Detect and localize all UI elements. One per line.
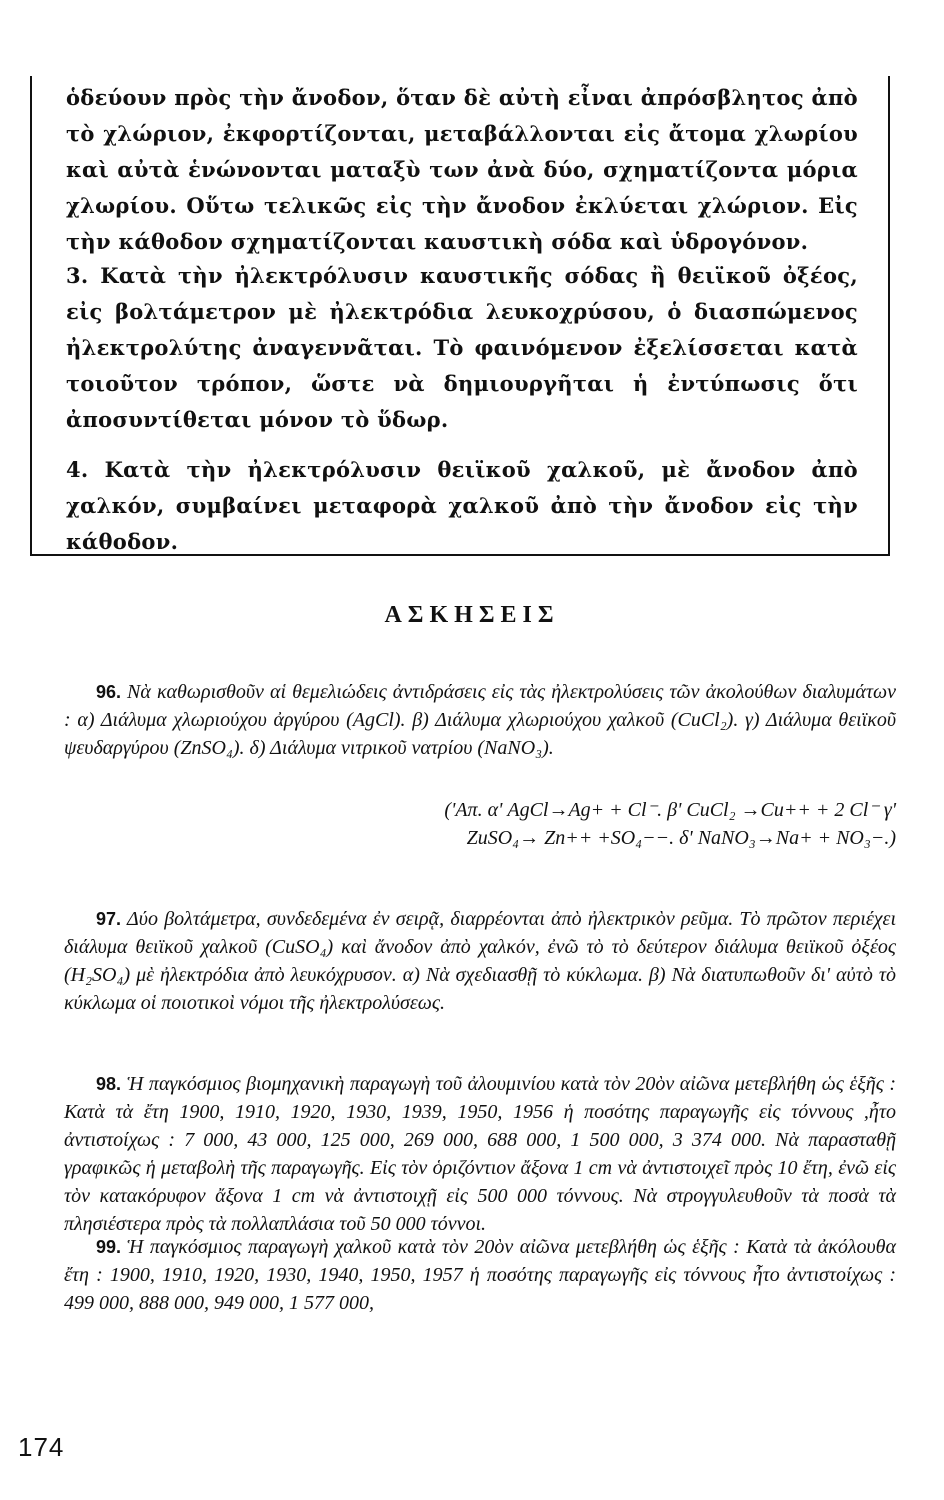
exercise-97 bbox=[64, 905, 896, 1017]
exercise-text: Ἡ παγκόσμιος βιομηχανικὴ παραγωγὴ τοῦ ἀλουμινίου κατὰ τὸν 20ὸν αἰῶνα μετεβλήθη ὡς ἑξῆς : Κατὰ τὰ ἔτη 1900, 1910, 1920, 1930, 1939, 1950, 1956 ἡ ποσότης παραγωγῆς εἰς τόννους ,ἦτο ἀντιστοίχως : 7 000, 43 000, 125 000, 269 000, 688 000, 1 500 000, 3 374 000. Νὰ παρασταθῇ γραφικῶς ἡ μεταβολὴ τῆς παραγωγῆς. Εἰς τὸν ὁριζόντιον ἄξονα 1 cm νὰ ἀντιστοιχεῖ πρὸς 10 ἔτη, ἐνῶ εἰς τὸν κατακόρυφον ἄξονα 1 cm νὰ ἀντιστοιχῇ εἰς 500 000 τόννους. Νὰ στρογγυλευθοῦν τὰ ποσὰ τὰ πλησιέστερα πρὸς τὰ πολλαπλάσια τοῦ 50 000 τόννοι. bbox=[64, 1073, 896, 1235]
box-paragraph-1: ὁδεύουν πρὸς τὴν ἄνοδον, ὅταν δὲ αὐτὴ εἶναι ἀπρόσβλητος ἀπὸ τὸ χλώριον, ἐκφορτίζονται, μεταβάλλονται εἰς ἄτομα χλωρίου καὶ αὐτὰ ἑνώνονται ματαξὺ των ἀνὰ δύο, σχηματίζοντα μόρια χλωρίου. Οὕτω τελικῶς εἰς τὴν ἄνοδον ἐκλύεται χλώριον. Εἰς τὴν κάθοδον σχηματίζονται καυστικὴ σόδα καὶ ὑδρογόνον. bbox=[66, 85, 858, 254]
exercise-text: Ἡ παγκόσμιος παραγωγὴ χαλκοῦ κατὰ τὸν 20ὸν αἰῶνα μετεβλήθη ὡς ἑξῆς : Κατὰ τὰ ἀκόλουθα ἔτη : 1900, 1910, 1920, 1930, 1940, 1950, 1957 ἡ ποσότης παραγωγῆς εἰς τόννους ἦτο ἀντιστοίχως : 499 000, 888 000, 949 000, 1 577 000, bbox=[64, 1236, 896, 1314]
exercise-number: 99. bbox=[96, 1237, 122, 1257]
exercise-98 bbox=[64, 1070, 896, 1238]
boxed-summary bbox=[30, 76, 890, 556]
exercise-99 bbox=[64, 1233, 896, 1317]
section-heading: ΑΣΚΗΣΕΙΣ bbox=[384, 602, 560, 628]
exercise-96-answer: ('Απ. α' AgCl→Ag+ + Cl⁻. β' CuCl₂ →Cu++ + 2 Cl⁻ γ' ZuSO₄→ Zn++ +SO₄−−. δ' NaNO₃→Na+ + NO₃−.) bbox=[444, 799, 896, 849]
exercise-text: Δύο βολτάμετρα, συνδεδεμένα ἐν σειρᾷ, διαρρέονται ἀπὸ ἠλεκτρικὸν ρεῦμα. Τὸ πρῶτον περιέχει διάλυμα θειϊκοῦ χαλκοῦ (CuSO₄) καὶ ἄνοδον ἀπὸ χαλκόν, ἐνῶ τὸ τὸ δεύτερον διάλυμα θειϊκοῦ ὀξέος (H₂SO₄) μὲ ἠλεκτρόδια ἀπὸ λευκόχρυσον. α) Νὰ σχεδιασθῇ τὸ κύκλωμα. β) Νὰ διατυπωθοῦν δι' αὐτὸ τὸ κύκλωμα οἱ ποιοτικοὶ νόμοι τῆς ἠλεκτρολύσεως. bbox=[64, 908, 896, 1014]
exercise-96 bbox=[64, 678, 896, 762]
exercise-number: 98. bbox=[96, 1074, 122, 1094]
exercise-text: Νὰ καθωρισθοῦν αἱ θεμελιώδεις ἀντιδράσεις εἰς τὰς ἠλεκτρολύσεις τῶν ἀκολούθων διαλυμάτων : α) Διάλυμα χλωριούχου ἀργύρου (AgCl). β) Διάλυμα χλωριούχου χαλκοῦ (CuCl₂). γ) Διάλυμα θειϊκοῦ ψευδαργύρου (ZnSO₄). δ) Διάλυμα νιτρικοῦ νατρίου (NaNO₃). bbox=[64, 681, 896, 759]
box-paragraph-2: 3. Κατὰ τὴν ἠλεκτρόλυσιν καυστικῆς σόδας ἢ θειϊκοῦ ὀξέος, εἰς βολτάμετρον μὲ ἠλεκτρόδια λευκοχρύσου, ὁ διασπώμενος ἠλεκτρολύτης ἀναγεννᾶται. Τὸ φαινόμενον ἐξελίσσεται κατὰ τοιοῦτον τρόπον, ὥστε νὰ δημιουργῆται ἡ ἐντύπωσις ὅτι ἀποσυντίθεται μόνον τὸ ὕδωρ. bbox=[66, 263, 858, 432]
exercise-number: 97. bbox=[96, 909, 122, 929]
page-number: 174 bbox=[18, 1432, 65, 1462]
exercise-number: 96. bbox=[96, 682, 122, 702]
box-paragraph-3: 4. Κατὰ τὴν ἠλεκτρόλυσιν θειϊκοῦ χαλκοῦ, μὲ ἄνοδον ἀπὸ χαλκόν, συμβαίνει μεταφορὰ χαλκοῦ ἀπὸ τὴν ἄνοδον εἰς τὴν κάθοδον. bbox=[66, 457, 858, 554]
